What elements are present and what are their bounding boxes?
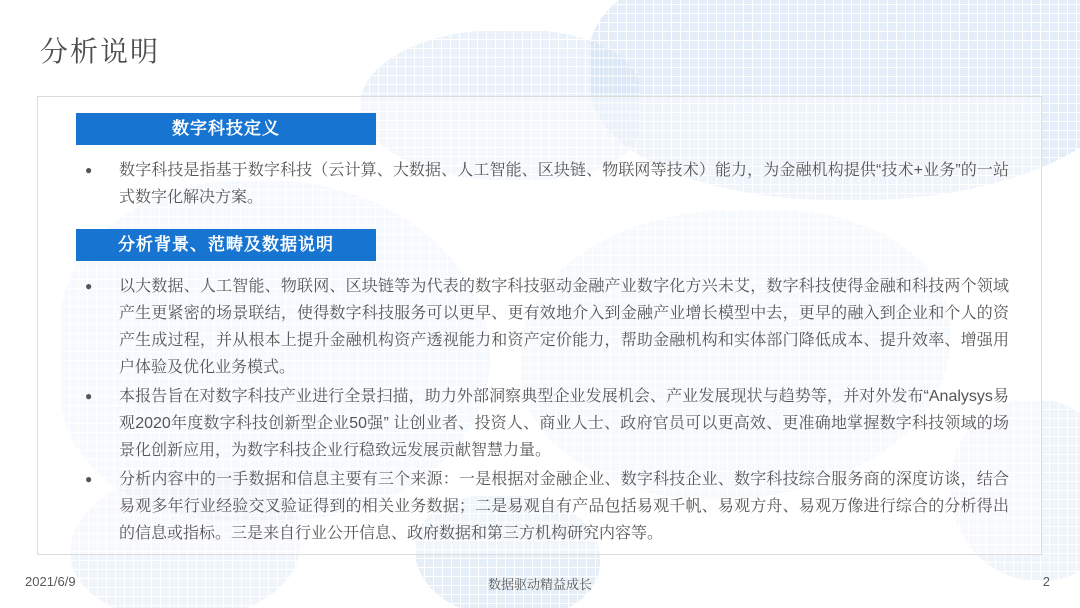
bullet-icon: ● <box>85 472 93 486</box>
section-header-label: 分析背景、范畴及数据说明 <box>118 235 334 254</box>
definition-bullet-list <box>83 157 1009 211</box>
slide-footer <box>0 574 1080 594</box>
section-header-background <box>76 229 376 261</box>
bullet-icon: ● <box>85 163 93 177</box>
section-header-label: 数字科技定义 <box>172 119 280 138</box>
list-item <box>83 157 1009 211</box>
list-item <box>83 383 1009 464</box>
bullet-icon: ● <box>85 389 93 403</box>
footer-slogan: 数据驱动精益成长 <box>487 577 592 592</box>
list-item <box>83 273 1009 381</box>
background-bullet-list <box>83 273 1009 547</box>
list-item <box>83 466 1009 547</box>
section-header-definition <box>76 113 376 145</box>
page-number: 2 <box>1042 574 1050 589</box>
footer-date: 2021/6/9 <box>25 574 76 589</box>
bullet-text: 分析内容中的一手数据和信息主要有三个来源：一是根据对金融企业、数字科技企业、数字科技综合服务商的深度访谈，结合易观多年行业经验交叉验证得到的相关业务数据；二是易观自有产品包括易观千帆、易观方舟、易观万像进行综合的分析得出的信息或指标。三是来自行业公开信息、政府数据和第三方机构研究内容等。 <box>119 471 1009 542</box>
bullet-icon: ● <box>85 279 93 293</box>
bullet-text: 以大数据、人工智能、物联网、区块链等为代表的数字科技驱动金融产业数字化方兴未艾，数字科技使得金融和科技两个领域产生更紧密的场景联结，使得数字科技服务可以更早、更有效地介入到金融产业增长模型中去，更早的融入到企业和个人的资产生成过程，并从根本上提升金融机构资产透视能力和资产定价能力，帮助金融机构和实体部门降低成本、提升效率、增强用户体验及优化业务模式。 <box>119 278 1009 376</box>
bullet-text: 数字科技是指基于数字科技（云计算、大数据、人工智能、区块链、物联网等技术）能力，为金融机构提供“技术+业务”的一站式数字化解决方案。 <box>119 162 1009 206</box>
bullet-text: 本报告旨在对数字科技产业进行全景扫描，助力外部洞察典型企业发展机会、产业发展现状与趋势等，并对外发布“Analysys易观2020年度数字科技创新型企业50强” 让创业者、投资人、商业人士、政府官员可以更高效、更准确地掌握数字科技领域的场景化创新应用，为数字科技企业行稳致远发展贡献智慧力量。 <box>119 388 1009 459</box>
content-card <box>37 96 1042 555</box>
page-title: 分析说明 <box>40 36 161 67</box>
